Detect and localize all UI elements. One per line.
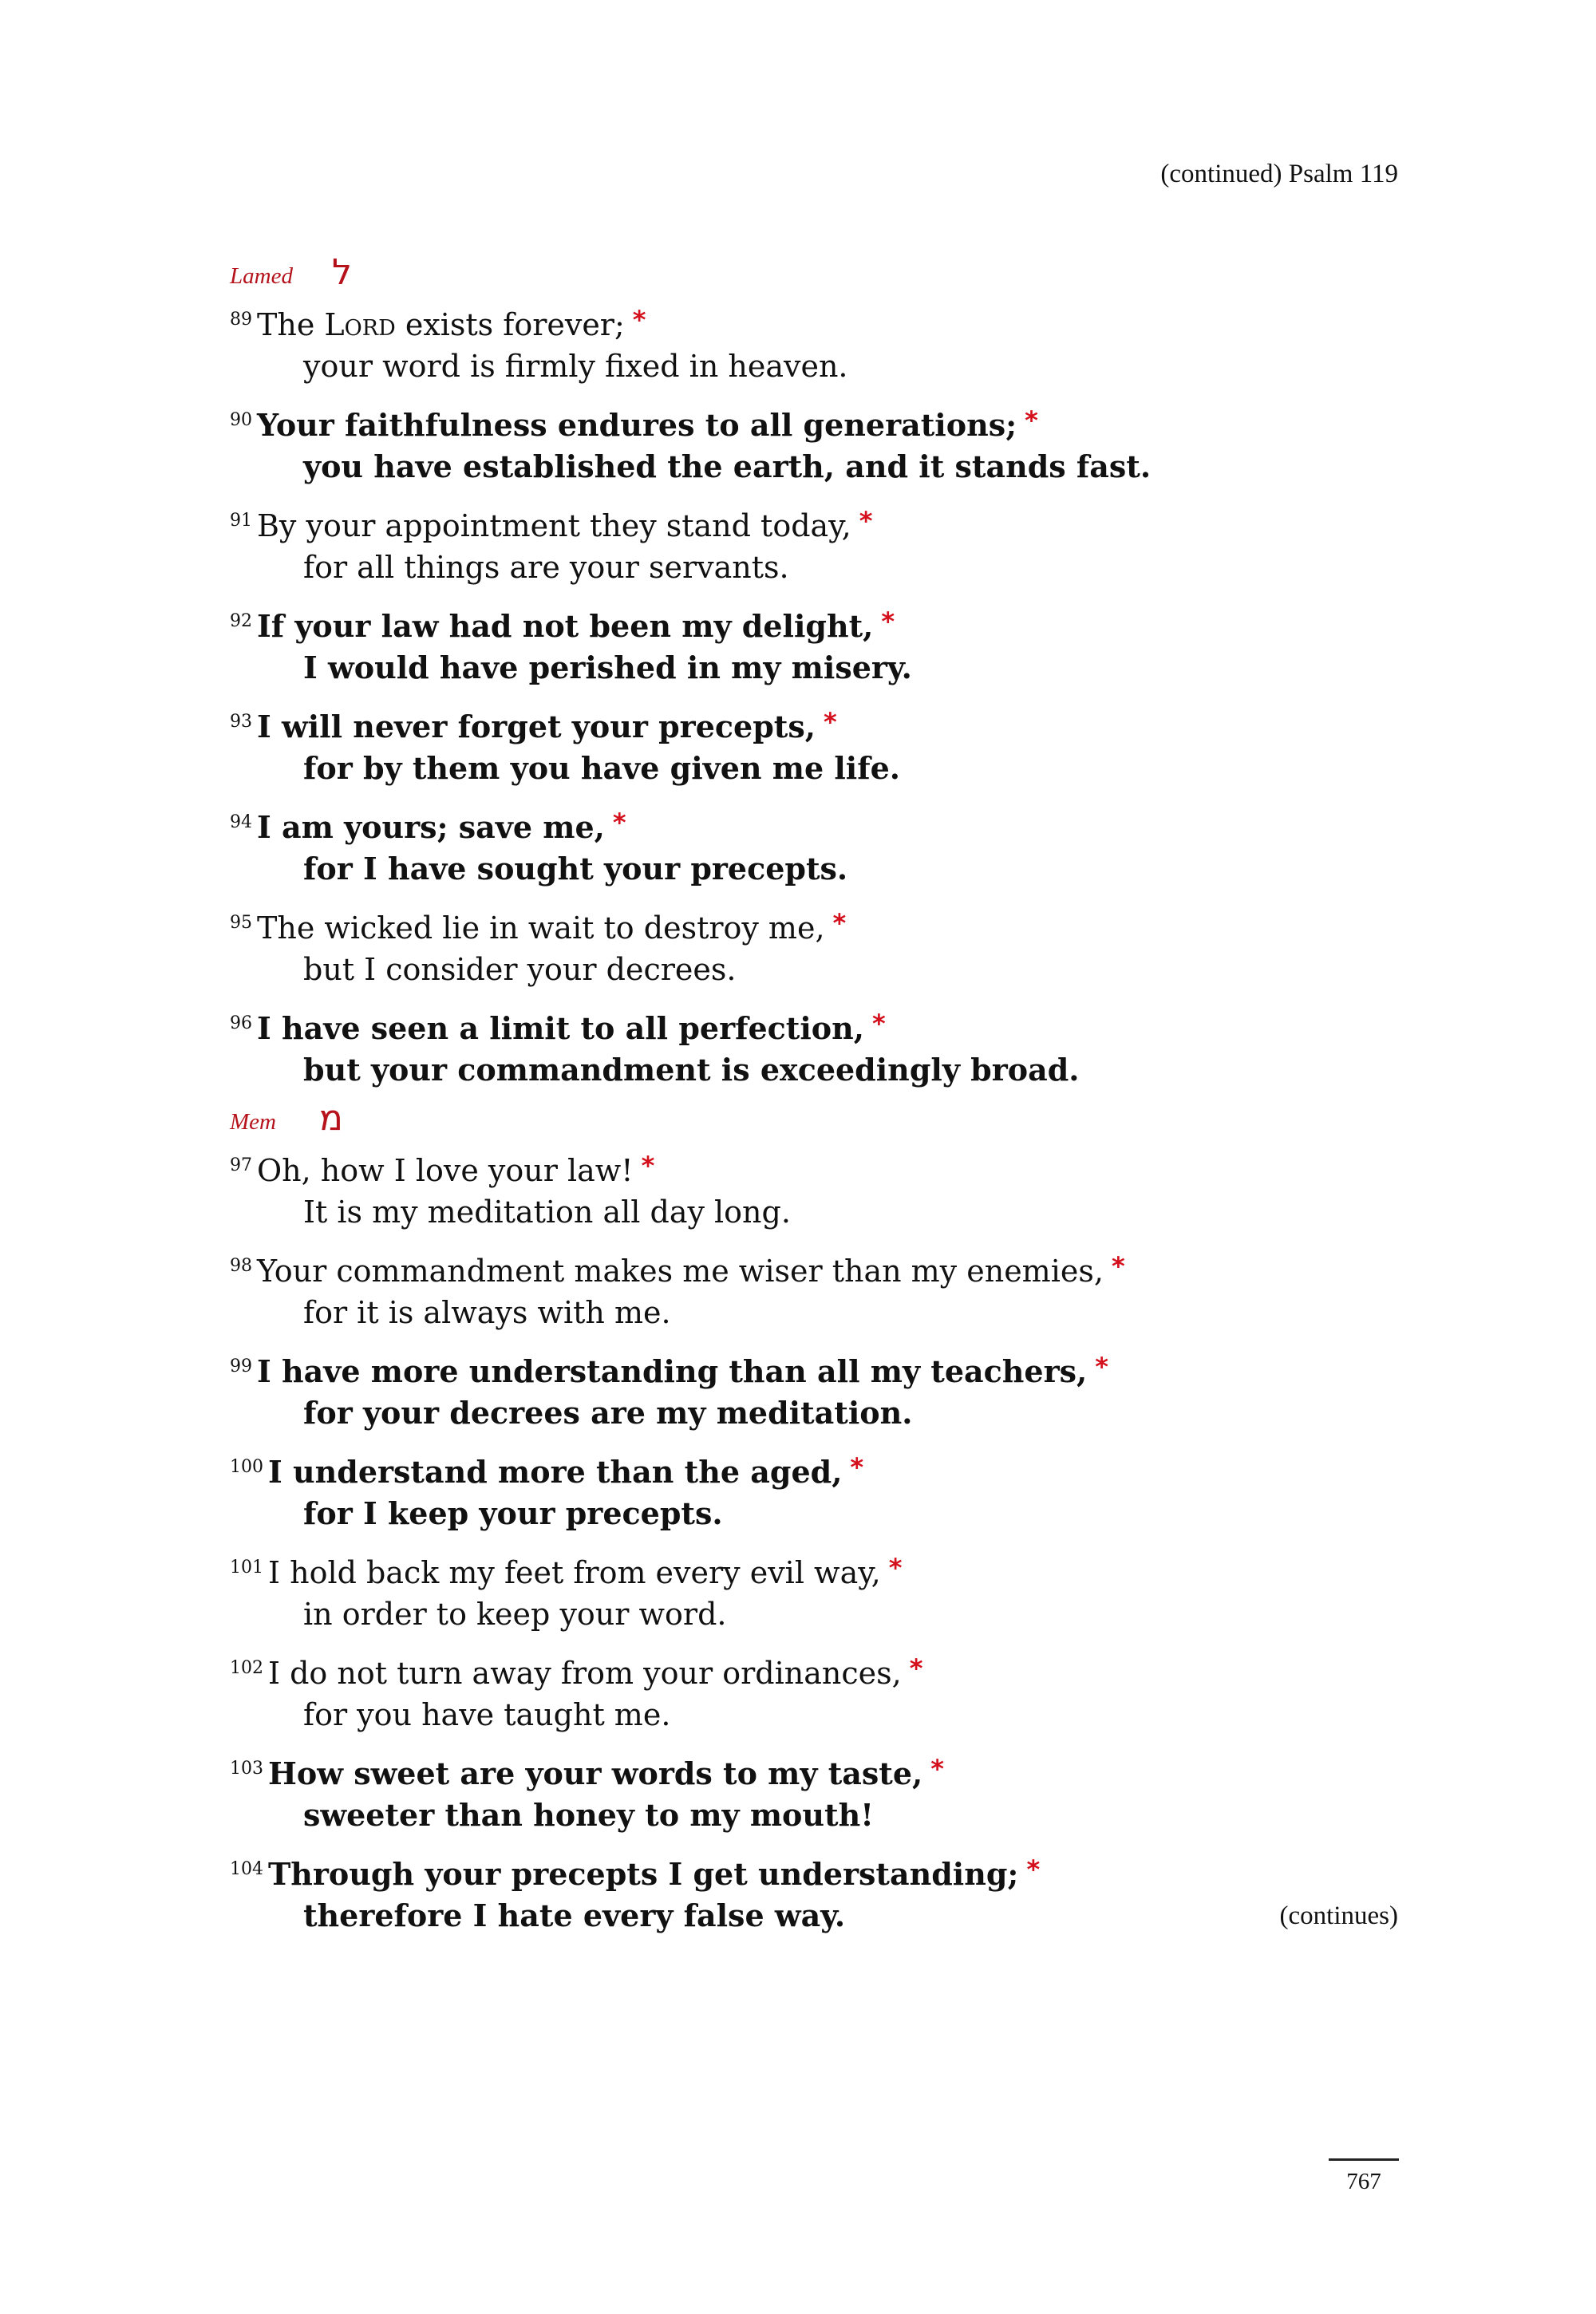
verse-number: 97 bbox=[230, 1155, 252, 1175]
asterisk-mark: * bbox=[871, 1009, 886, 1039]
verse-number: 91 bbox=[230, 511, 252, 531]
asterisk-mark: * bbox=[1111, 1251, 1125, 1281]
section-name: Lamed bbox=[230, 263, 293, 289]
verse-97 bbox=[230, 1143, 1398, 1235]
verse-line-1: $^{92}$ If your law had not been my delight, * bbox=[230, 606, 895, 644]
verse-line-1: $^{102}$ I do not turn away from your ordinances, * bbox=[230, 1653, 923, 1691]
verse-line-1: $^{103}$ How sweet are your words to my taste, * bbox=[230, 1754, 944, 1791]
hebrew-letter: מ bbox=[319, 1098, 343, 1139]
asterisk-mark: * bbox=[909, 1653, 923, 1684]
verse-line-1: $^{94}$ I am yours; save me, * bbox=[230, 808, 626, 845]
verse-line-2: but I consider your decrees. bbox=[303, 952, 737, 987]
verse-number: 99 bbox=[230, 1356, 252, 1376]
verse-104 bbox=[230, 1846, 1398, 1939]
verse-line-2: for your decrees are my meditation. bbox=[303, 1395, 913, 1431]
verse-line-1: $^{91}$ By your appointment they stand today, * bbox=[230, 506, 873, 543]
verse-92 bbox=[230, 598, 1398, 691]
verse-number: 90 bbox=[230, 410, 252, 430]
verse-line-1: $^{96}$ I have seen a limit to all perfection, * bbox=[230, 1009, 886, 1046]
verse-line-2: for all things are your servants. bbox=[303, 550, 789, 585]
verse-number: 103 bbox=[230, 1759, 263, 1779]
asterisk-mark: * bbox=[1025, 405, 1038, 436]
verse-number: 102 bbox=[230, 1658, 263, 1678]
verse-94 bbox=[230, 800, 1398, 892]
verse-103 bbox=[230, 1746, 1398, 1838]
verse-number: 96 bbox=[230, 1013, 252, 1033]
asterisk-mark: * bbox=[832, 908, 847, 938]
section-heading-mem bbox=[230, 1098, 1398, 1143]
verse-line-1: $^{98}$ Your commandment makes me wiser than my enemies, * bbox=[230, 1251, 1125, 1289]
verse-line-1: $^{100}$ I understand more than the aged, * bbox=[230, 1452, 864, 1490]
verse-line-2: for it is always with me. bbox=[303, 1295, 671, 1330]
asterisk-mark: * bbox=[1026, 1854, 1041, 1885]
verse-line-2: sweeter than honey to my mouth! bbox=[303, 1797, 874, 1833]
divine-name: Lord bbox=[324, 307, 396, 342]
asterisk-mark: * bbox=[859, 506, 873, 536]
hebrew-letter: ל bbox=[332, 252, 353, 293]
verse-number: 89 bbox=[230, 310, 252, 330]
verse-line-1: $^{93}$ I will never forget your precepts, * bbox=[230, 707, 837, 744]
verse-line-2: It is my meditation all day long. bbox=[303, 1195, 791, 1230]
verse-line-2: for you have taught me. bbox=[303, 1697, 671, 1732]
asterisk-mark: * bbox=[823, 707, 837, 737]
asterisk-mark: * bbox=[632, 305, 646, 335]
verse-line-2: for by them you have given me life. bbox=[303, 750, 900, 786]
asterisk-mark: * bbox=[930, 1754, 944, 1784]
verse-line-1: $^{99}$ I have more understanding than all my teachers, * bbox=[230, 1352, 1108, 1389]
verse-line-1: $^{89}$ The Lord exists forever; * bbox=[230, 305, 646, 342]
continues-note: (continues) bbox=[1279, 1901, 1398, 1930]
verse-line-1: $^{95}$ The wicked lie in wait to destroy me, * bbox=[230, 908, 847, 946]
verse-number: 100 bbox=[230, 1457, 263, 1477]
verse-line-2: for I keep your precepts. bbox=[303, 1495, 723, 1531]
verse-line-2: for I have sought your precepts. bbox=[303, 851, 848, 887]
asterisk-mark: * bbox=[1095, 1352, 1108, 1382]
verse-91 bbox=[230, 498, 1398, 590]
verse-101 bbox=[230, 1545, 1398, 1637]
verse-number: 92 bbox=[230, 611, 252, 631]
verse-102 bbox=[230, 1645, 1398, 1738]
verse-95 bbox=[230, 900, 1398, 993]
asterisk-mark: * bbox=[612, 808, 626, 838]
verse-line-1: $^{90}$ Your faithfulness endures to all generations; * bbox=[230, 405, 1038, 443]
section-heading-lamed bbox=[230, 252, 1398, 297]
asterisk-mark: * bbox=[641, 1151, 655, 1181]
verse-number: 94 bbox=[230, 812, 252, 832]
verse-100 bbox=[230, 1444, 1398, 1537]
verse-number: 93 bbox=[230, 712, 252, 732]
verse-line-2: you have established the earth, and it stands fast. bbox=[303, 448, 1152, 484]
verse-line-2: but your commandment is exceedingly broad. bbox=[303, 1052, 1080, 1088]
verse-line-2: therefore I hate every false way. (continues) bbox=[230, 1893, 1398, 1939]
verse-99 bbox=[230, 1344, 1398, 1436]
verse-90 bbox=[230, 397, 1398, 490]
verse-89 bbox=[230, 297, 1398, 389]
verse-number: 101 bbox=[230, 1558, 263, 1578]
verse-number: 95 bbox=[230, 913, 252, 933]
running-head: (continued) Psalm 119 bbox=[1160, 160, 1398, 188]
page-number: 767 bbox=[1346, 2169, 1381, 2194]
verse-line-2: in order to keep your word. bbox=[303, 1597, 727, 1632]
verse-93 bbox=[230, 699, 1398, 792]
verse-96 bbox=[230, 1001, 1398, 1093]
verse-number: 104 bbox=[230, 1859, 263, 1879]
section-name: Mem bbox=[230, 1109, 276, 1135]
folio-rule bbox=[1329, 2158, 1399, 2161]
verse-line-2: I would have perished in my misery. bbox=[303, 650, 912, 685]
verse-line-2: your word is firmly fixed in heaven. bbox=[303, 349, 848, 384]
asterisk-mark: * bbox=[850, 1452, 864, 1483]
verse-98 bbox=[230, 1243, 1398, 1336]
verse-line-1: $^{97}$ Oh, how I love your law! * bbox=[230, 1151, 655, 1188]
verse-line-1: $^{104}$ Through your precepts I get understanding; * bbox=[230, 1854, 1041, 1892]
asterisk-mark: * bbox=[888, 1553, 903, 1583]
psalm-content bbox=[230, 252, 1398, 1947]
asterisk-mark: * bbox=[881, 606, 895, 637]
verse-number: 98 bbox=[230, 1256, 252, 1276]
verse-line-1: $^{101}$ I hold back my feet from every evil way, * bbox=[230, 1553, 903, 1590]
